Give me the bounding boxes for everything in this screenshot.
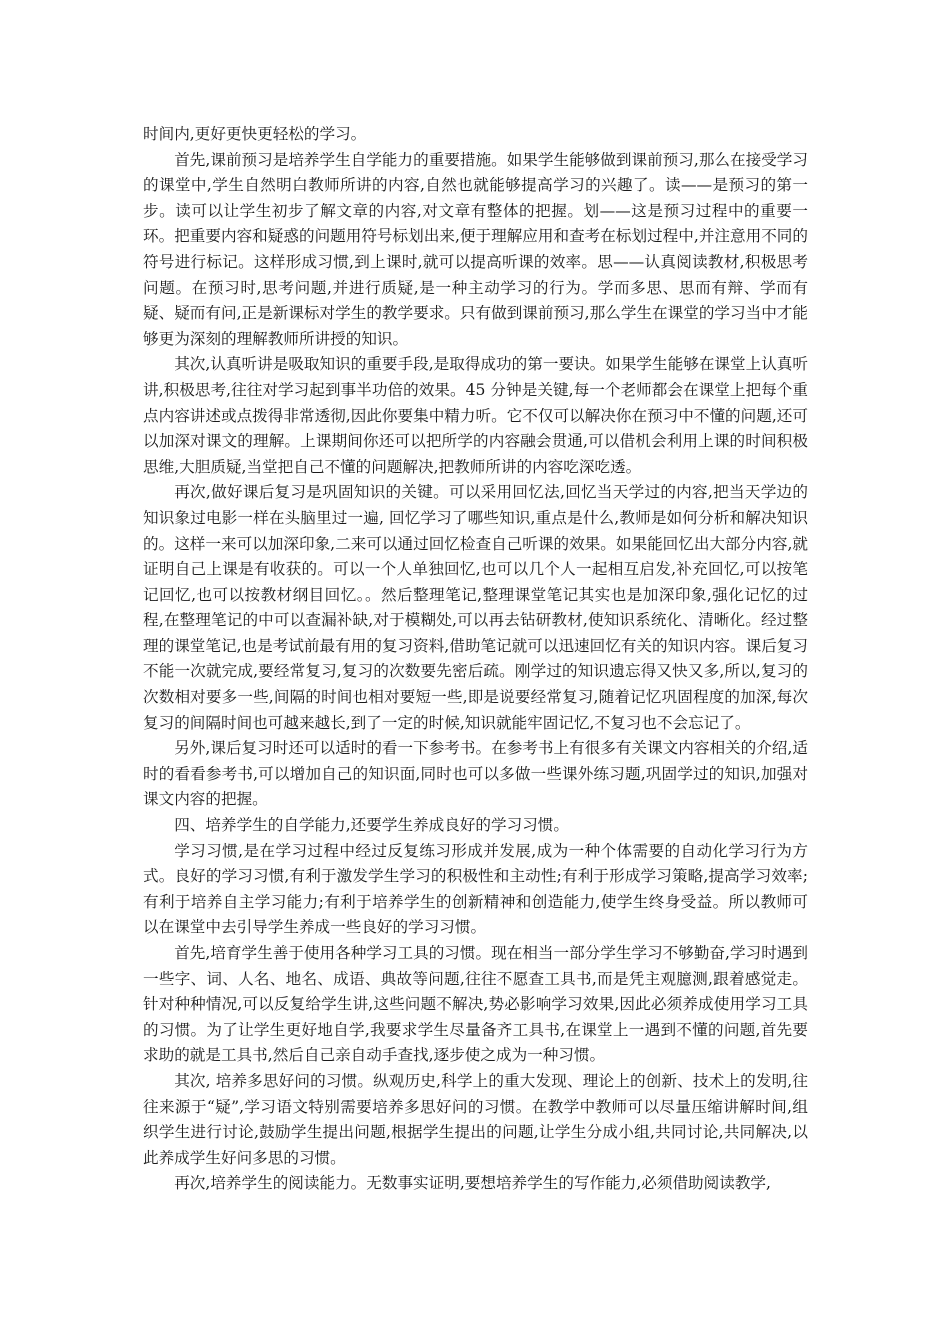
paragraph-reading-ability: 再次,培养学生的阅读能力。无数事实证明,要想培养学生的写作能力,必须借助阅读教学, xyxy=(174,1174,771,1193)
paragraph-continuation: 时间内,更好更快更轻松的学习。 xyxy=(143,125,367,143)
paragraph-review: 再次,做好课后复习是巩固知识的关键。可以采用回忆法,回忆当天学过的内容,把当天学边的知识象过电影一样在头脑里过一遍, 回忆学习了哪些知识,重点是什么,教师是如何分析和解决知识的。这样一来可以加深印象,二来可以通过回忆检查自己听课的效果。如果能回忆出大部分内容,就证明自己上课是有收获的。可以一个人单独回忆,也可以几个人一起相互启发,补充回忆,可以按笔记回忆,也可以按教材纲目回忆。。然后整理笔记,整理课堂笔记其实也是加深印象,强化记忆的过程,在整理笔记的中可以查漏补缺,对于模糊处,可以再去钻研教材,使知识系统化、清晰化。经过整理的课堂笔记,也是考试前最有用的复习资料,借助笔记就可以迅速回忆有关的知识内容。课后复习不能一次就完成,要经常复习,复习的次数要先密后疏。刚学过的知识遗忘得又快又多,所以,复习的次数相对要多一些,间隔的时间也相对要短一些,即是说要经常复习,随着记忆巩固程度的加深,每次复习的间隔时间也可越来越长,到了一定的时候,知识就能牢固记忆,不复习也不会忘记了。 xyxy=(143,483,808,732)
paragraph-asking-questions: 其次, 培养多思好问的习惯。纵观历史,科学上的重大发现、理论上的创新、技术上的发明,往往来源于“疑”,学习语文特别需要培养多思好问的习惯。在教学中教师可以尽量压缩讲解时间,组织学生进行讨论,鼓励学生提出问题,根据学生提出的问题,让学生分成小组,共同讨论,共同解决,以此养成学生好问多思的习惯。 xyxy=(143,1071,808,1167)
paragraph-listening: 其次,认真听讲是吸取知识的重要手段,是取得成功的第一要诀。如果学生能够在课堂上认真听讲,积极思考,往往对学习起到事半功倍的效果。45 分钟是关键,每一个老师都会在课堂上把每个重点内容讲述或点拨得非常透彻,因此你要集中精力听。它不仅可以解决你在预习中不懂的问题,还可以加深对课文的理解。上课期间你还可以把所学的内容融会贯通,可以借机会利用上课的时间积极思维,大胆质疑,当堂把自己不懂的问题解决,把教师所讲的内容吃深吃透。 xyxy=(143,355,808,476)
paragraph-study-habits: 学习习惯,是在学习过程中经过反复练习形成并发展,成为一种个体需要的自动化学习行为方式。良好的学习习惯,有利于激发学生学习的积极性和主动性;有利于形成学习策略,提高学习效率;有利于培养自主学习能力;有利于培养学生的创新精神和创造能力,使学生终身受益。所以教师可以在课堂中去引导学生养成一些良好的学习习惯。 xyxy=(143,841,808,937)
paragraph-preview: 首先,课前预习是培养学生自学能力的重要措施。如果学生能够做到课前预习,那么在接受学习的课堂中,学生自然明白教师所讲的内容,自然也就能够提高学习的兴趣了。读——是预习的第一步。读可以让学生初步了解文章的内容,对文章有整体的把握。划——这是预习过程中的重要一环。把重要内容和疑惑的问题用符号标划出来,便于理解应用和查考在标划过程中,并注意用不同的符号进行标记。这样形成习惯,到上课时,就可以提高听课的效率。思——认真阅读教材,积极思考问题。在预习时,思考问题,并进行质疑,是一种主动学习的行为。学而多思、思而有辩、学而有疑、疑而有问,正是新课标对学生的教学要求。只有做到课前预习,那么学生在课堂的学习当中才能够更为深刻的理解教师所讲授的知识。 xyxy=(143,150,808,348)
section-heading-four: 四、培养学生的自学能力,还要学生养成良好的学习习惯。 xyxy=(174,816,569,835)
paragraph-learning-tools: 首先,培育学生善于使用各种学习工具的习惯。现在相当一部分学生学习不够勤奋,学习时遇到一些字、词、人名、地名、成语、典故等问题,往往不愿查工具书,而是凭主观臆测,跟着感觉走。针对种种情况,可以反复给学生讲,这些问题不解决,势必影响学习效果,因此必须养成使用学习工具的习惯。为了让学生更好地自学,我要求学生尽量备齐工具书,在课堂上一遇到不懂的问题,首先要求助的就是工具书,然后自己亲自动手查找,逐步使之成为一种习惯。 xyxy=(143,944,808,1065)
paragraph-reference-books: 另外,课后复习时还可以适时的看一下参考书。在参考书上有很多有关课文内容相关的介绍,适时的看看参考书,可以增加自己的知识面,同时也可以多做一些课外练习题,巩固学过的知识,加强对课文内容的把握。 xyxy=(143,739,808,809)
document-body xyxy=(143,122,808,1197)
